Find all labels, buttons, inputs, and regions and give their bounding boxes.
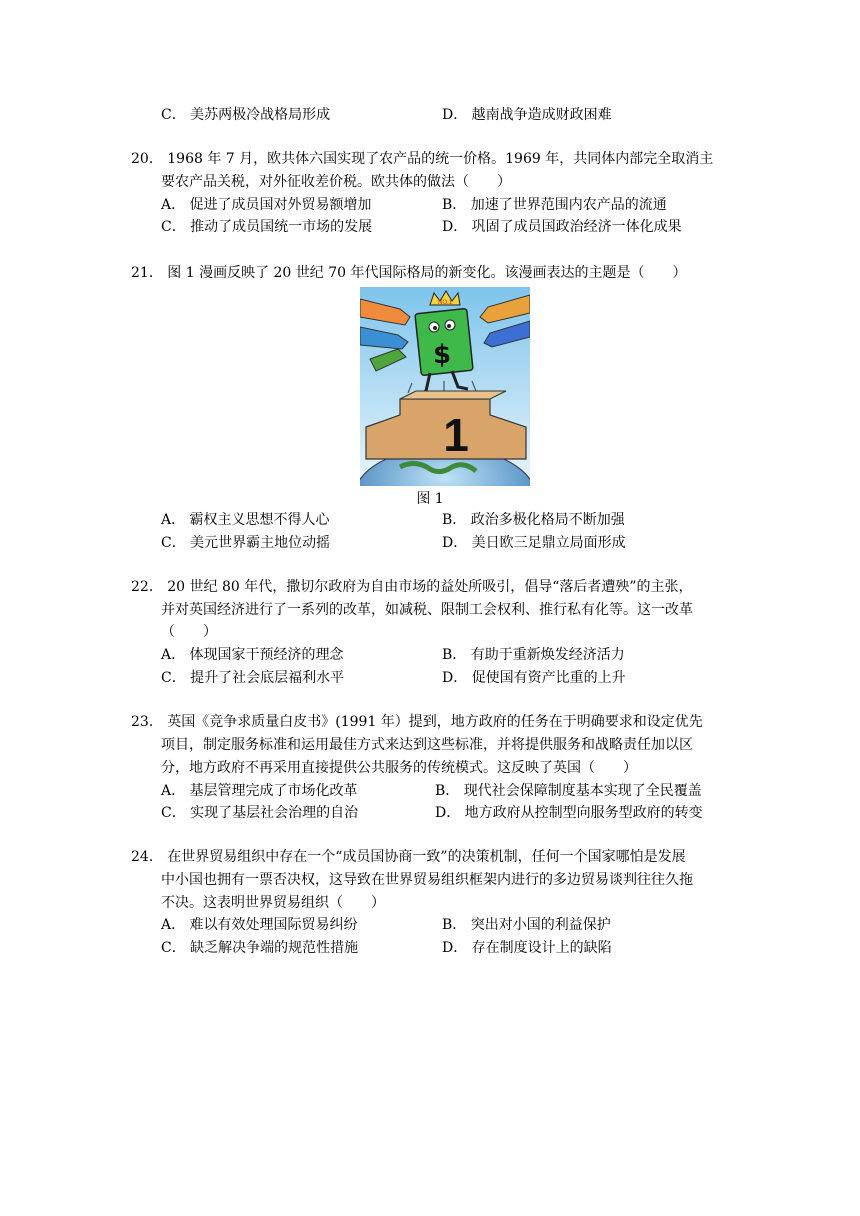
q22-option-d: D． 促使国有资产比重的上升 <box>442 670 626 686</box>
q23-stem-line2: 项目，制定服务标准和运用最佳方式来达到这些标准，并将提供服务和战略责任加以区 <box>161 737 693 753</box>
q21-stem-line1: 21． 图 1 漫画反映了 20 世纪 70 年代国际格局的新变化。该漫画表达的主题是（ ） <box>131 265 687 281</box>
q21-option-b: B． 政治多极化格局不断加强 <box>442 512 625 528</box>
q22-stem-line3: （ ） <box>161 624 217 640</box>
q24-stem-line3: 不决。这表明世界贸易组织（ ） <box>161 895 385 911</box>
q23-stem-line3: 分，地方政府不再采用直接提供公共服务的传统模式。这反映了英国（ ） <box>161 760 637 776</box>
q21-option-c: C． 美元世界霸主地位动摇 <box>161 535 331 551</box>
dollar-sign: $ <box>432 340 452 370</box>
q22-option-a: A． 体现国家干预经济的理念 <box>161 647 344 663</box>
q21-option-a: A． 霸权主义思想不得人心 <box>161 512 330 528</box>
q20-option-b: B． 加速了世界范围内农产品的流通 <box>442 197 667 213</box>
q22-stem-line1: 22． 20 世纪 80 年代，撒切尔政府为自由市场的益处所吸引，倡导“落后者遭殃”的主张， <box>131 579 693 595</box>
q24-option-c: C． 缺乏解决争端的规范性措施 <box>161 940 359 956</box>
q24-stem-line1: 24． 在世界贸易组织中存在一个“成员国协商一致”的决策机制，任何一个国家哪怕是发展 <box>131 849 686 865</box>
podium-number: 1 <box>443 409 469 461</box>
q19-option-c: C． 美苏两极冷战格局形成 <box>161 107 331 123</box>
q22-stem-line2: 并对英国经济进行了一系列的改革，如减税、限制工会权利、推行私有化等。这一改革 <box>161 602 693 618</box>
q24-stem-line2: 中小国也拥有一票否决权，这导致在世界贸易组织框架内进行的多边贸易谈判往往久拖 <box>161 872 693 888</box>
q23-option-c: C． 实现了基层社会治理的自治 <box>161 805 359 821</box>
cartoon-figure <box>360 287 530 486</box>
q20-stem-line2: 要农产品关税，对外征收差价税。欧共体的做法（ ） <box>161 174 511 190</box>
q19-option-d: D． 越南战争造成财政困难 <box>442 107 612 123</box>
q21-option-d: D． 美日欧三足鼎立局面形成 <box>442 535 626 551</box>
q20-option-a: A． 促进了成员国对外贸易额增加 <box>161 197 372 213</box>
q20-option-c: C． 推动了成员国统一市场的发展 <box>161 219 373 235</box>
q20-option-d: D． 巩固了成员国政治经济一体化成果 <box>442 219 682 235</box>
q20-stem-line1: 20． 1968 年 7 月，欧共体六国实现了农产品的统一价格。1969 年，共同体内部完全取消主 <box>131 151 714 167</box>
q23-option-d: D． 地方政府从控制型向服务型政府的转变 <box>435 805 703 821</box>
q24-option-a: A． 难以有效处理国际贸易纠纷 <box>161 917 358 933</box>
q24-option-d: D． 存在制度设计上的缺陷 <box>442 940 612 956</box>
crown-label: NO.1 <box>437 300 453 306</box>
q23-stem-line1: 23． 英国《竞争求质量白皮书》(1991 年）提到，地方政府的任务在于明确要求和设定优先 <box>131 714 703 730</box>
q22-option-b: B． 有助于重新焕发经济活力 <box>442 647 625 663</box>
q24-option-b: B． 突出对小国的利益保护 <box>442 917 611 933</box>
q23-option-b: B． 现代社会保障制度基本实现了全民覆盖 <box>435 783 702 799</box>
figure-caption: 图 1 <box>416 491 444 507</box>
q23-option-a: A． 基层管理完成了市场化改革 <box>161 783 358 799</box>
q22-option-c: C． 提升了社会底层福利水平 <box>161 670 345 686</box>
